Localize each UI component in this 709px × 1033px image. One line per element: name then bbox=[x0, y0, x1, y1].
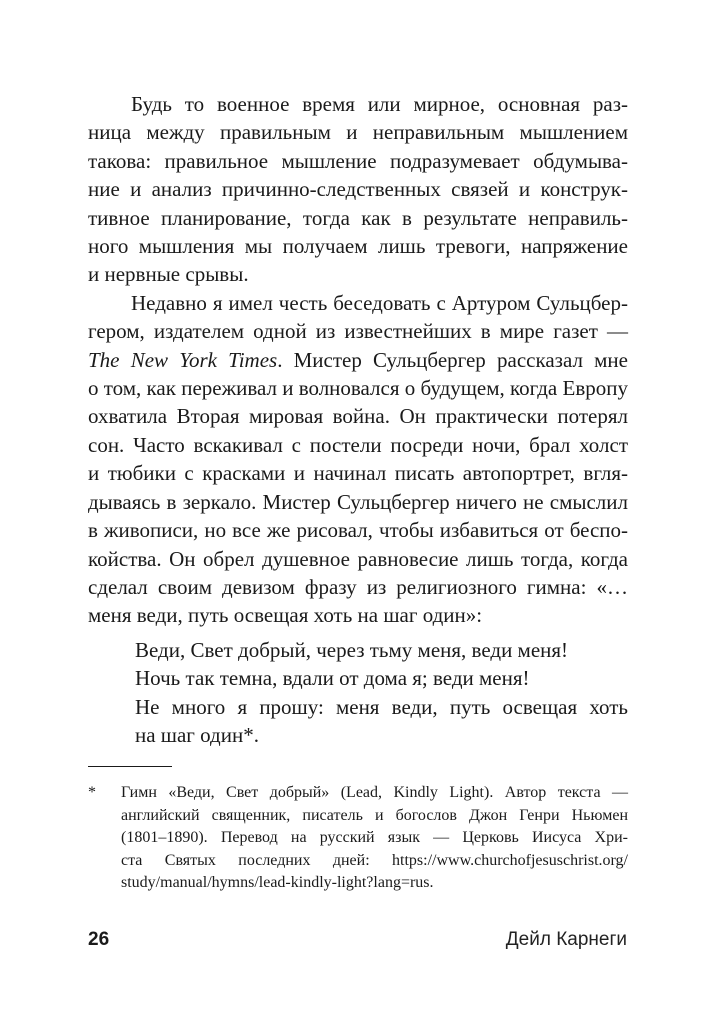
poem-line: на шаг один*. bbox=[135, 723, 259, 748]
text-line: охватила Вторая мировая война. Он практически потерял bbox=[88, 404, 628, 429]
text-line: в живописи, но все же рисовал, чтобы избавиться от беспо- bbox=[88, 518, 628, 543]
text-line: гером, издателем одной из известнейших в мире газет — bbox=[88, 319, 628, 344]
footnote-line: английский священник, писатель и богослов Джон Генри Ньюмен bbox=[121, 806, 628, 824]
text-line: меня веди, путь освещая хоть на шаг один»: bbox=[88, 603, 483, 628]
text-line: и нервные срывы. bbox=[88, 262, 249, 287]
text-line: Недавно я имел честь беседовать с Артуром Сульцбер- bbox=[131, 290, 628, 315]
poem-line: Не много я прошу: меня веди, путь освещая хоть bbox=[135, 694, 628, 719]
text-line: ница между правильным и неправильным мышлением bbox=[88, 120, 628, 145]
paragraph-1 bbox=[88, 90, 628, 289]
text-fragment: . Мистер Сульцбергер рассказал мне bbox=[277, 347, 628, 372]
text-line: дываясь в зеркало. Мистер Сульцбергер ничего не смыслил bbox=[88, 489, 628, 514]
footnote-divider bbox=[88, 766, 172, 767]
text-line: сделал своим девизом фразу из религиозного гимна: «… bbox=[88, 574, 628, 599]
text-line: такова: правильное мышление подразумевает обдумыва- bbox=[88, 148, 628, 173]
paragraph-2 bbox=[88, 289, 628, 630]
text-line bbox=[88, 346, 628, 374]
footnote-line: study/manual/hymns/lead-kindly-light?lang=rus. bbox=[121, 874, 434, 891]
footnote-marker: * bbox=[88, 784, 96, 801]
footnote-line: (1801–1890). Перевод на русский язык — Церковь Иисуса Хри- bbox=[121, 829, 628, 846]
footnote-line: Гимн «Веди, Свет добрый» (Lead, Kindly Light). Автор текста — bbox=[121, 784, 628, 801]
text-line: ние и анализ причинно-следственных связей и конструк- bbox=[88, 177, 628, 202]
poem-line: Веди, Свет добрый, через тьму меня, веди меня! bbox=[135, 638, 569, 662]
text-line: койства. Он обрел душевное равновесие лишь тогда, когда bbox=[88, 546, 628, 571]
text-line: о том, как переживал и волновался о будущем, когда Европу bbox=[88, 376, 628, 401]
text-line: ного мышления мы получаем лишь тревоги, напряжение bbox=[88, 234, 628, 259]
main-text bbox=[88, 90, 628, 630]
text-line: сон. Часто вскакивал с постели посреди ночи, брал холст bbox=[88, 432, 628, 457]
text-line: тивное планирование, тогда как в результате неправиль- bbox=[88, 205, 628, 230]
running-footer-author: Дейл Карнеги bbox=[505, 929, 627, 950]
page-number: 26 bbox=[88, 929, 110, 950]
poem-line: Ночь так темна, вдали от дома я; веди меня! bbox=[135, 666, 530, 691]
footnote-text bbox=[121, 782, 628, 895]
newspaper-title: The New York Times bbox=[88, 347, 278, 372]
text-line: Будь то военное время или мирное, основная раз- bbox=[131, 92, 628, 116]
text-line: и тюбики с красками и начинал писать автопортрет, вгля- bbox=[88, 461, 628, 486]
hymn-quote bbox=[135, 636, 628, 750]
footnote-line: ста Святых последних дней: https://www.churchofjesuschrist.org/ bbox=[121, 851, 628, 869]
